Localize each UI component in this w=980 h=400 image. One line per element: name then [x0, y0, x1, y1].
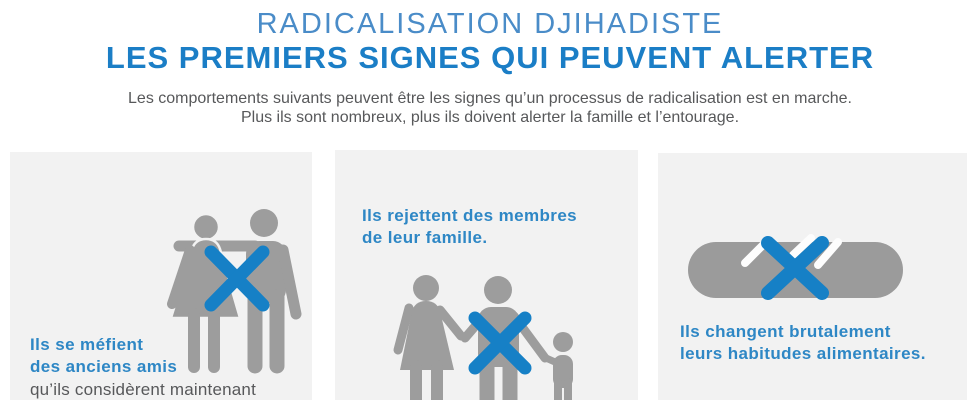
- sign-subtext-friends: qu’ils considèrent maintenant: [30, 380, 256, 399]
- sign-heading-food: [680, 321, 926, 365]
- sign-heading-food-line1: Ils changent brutalement: [680, 322, 891, 341]
- baguette-crossed-icon: [678, 223, 918, 318]
- sign-heading-friends-line1: Ils se méfient: [30, 335, 144, 354]
- couple-crossed-icon: [165, 200, 310, 375]
- sign-heading-family: [362, 205, 577, 249]
- subtitle-line2: Plus ils sont nombreux, plus ils doivent alerter la famille et l’entourage.: [240, 109, 740, 126]
- sign-heading-food-line2: leurs habitudes alimentaires.: [680, 344, 926, 363]
- sign-heading-friends-line2: des anciens amis: [30, 357, 178, 376]
- subtitle-line1: Les comportements suivants peuvent être les signes qu’un processus de radicalisation est en marche.: [128, 90, 852, 107]
- sign-heading-family-line1: Ils rejettent des membres: [362, 206, 578, 225]
- page-title-line1: RADICALISATION DJIHADISTE: [256, 8, 724, 40]
- page-subtitle: [0, 89, 980, 127]
- sign-heading-friends: [30, 334, 177, 378]
- page-title-line2: LES PREMIERS SIGNES QUI PEUVENT ALERTER: [105, 40, 875, 75]
- sign-heading-family-line2: de leur famille.: [362, 228, 488, 247]
- family-crossed-icon: [390, 270, 590, 400]
